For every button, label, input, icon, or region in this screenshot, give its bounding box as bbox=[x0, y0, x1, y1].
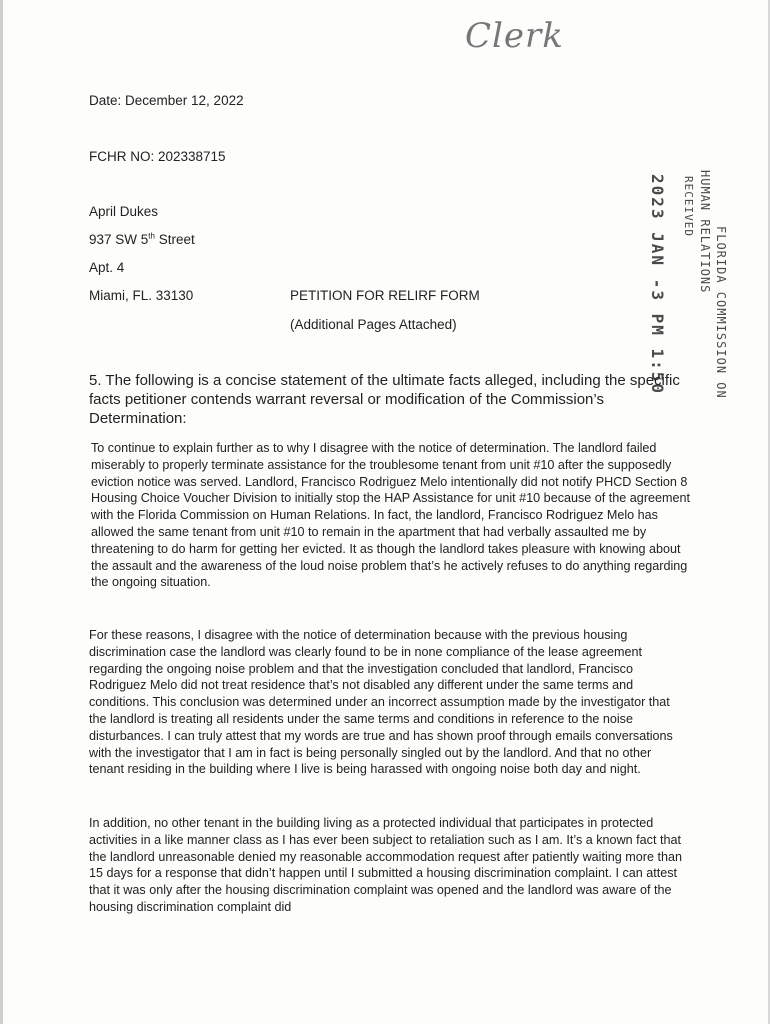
paragraph-1: To continue to explain further as to why I disagree with the notice of determination. The landlord failed miserably to properly terminate assistance for the troublesome tenant from unit #10 after the supposedly eviction notice was served. Landlord, Francisco Rodriguez Melo intentionally did not notify PHCD Section 8 Housing Choice Voucher Division to initially stop the HAP Assistance for unit #10 because of the agreement with the Florida Commission on Human Relations. In fact, the landlord, Francisco Rodriguez Melo has allowed the same tenant from unit #10 to remain in the apartment that had verbally assaulted me by threatening to do harm for getting her evicted. It as though the landlord takes pleasure with knowing about the assault and the awareness of the loud noise problem that’s he actively refuses to do anything regarding the ongoing situation. bbox=[91, 441, 691, 590]
petitioner-apt: Apt. 4 bbox=[89, 260, 125, 275]
street-ordinal: th bbox=[148, 231, 155, 241]
petitioner-street bbox=[89, 232, 195, 247]
stamp-line-3: RECEIVED bbox=[682, 176, 695, 237]
stamp-line-1: FLORIDA COMMISSION ON bbox=[714, 226, 728, 399]
fchr-number: FCHR NO: 202338715 bbox=[89, 149, 226, 164]
stamp-date: 2023 JAN -3 PM 1:50 bbox=[648, 174, 667, 396]
street-suffix: Street bbox=[154, 232, 195, 247]
stamp-line-2: HUMAN RELATIONS bbox=[698, 170, 712, 294]
date-line: Date: December 12, 2022 bbox=[89, 93, 244, 108]
section-heading: 5. The following is a concise statement of the ultimate facts alleged, including the specific facts petitioner contends warrant reversal or modification of the Commission’s Determination: bbox=[89, 372, 680, 427]
petitioner-name: April Dukes bbox=[89, 204, 159, 219]
form-title: PETITION FOR RELIRF FORM bbox=[290, 288, 480, 303]
paragraph-3: In addition, no other tenant in the building living as a protected individual that participates in protected activities in a like manner class as I has ever been subject to retaliation such as I am. It’s a known fact that the landlord unreasonable denied my reasonable accommodation request after patiently waiting more than 15 days for a response that didn’t happen until I submitted a housing discrimination complaint. I can attest that it was only after the housing discrimination complaint was opened and the landlord was aware of the housing discrimination complaint did bbox=[89, 816, 682, 914]
form-subtitle: (Additional Pages Attached) bbox=[290, 317, 457, 332]
received-stamp bbox=[598, 170, 738, 399]
handwritten-note: Clerk bbox=[465, 16, 564, 56]
petitioner-city: Miami, FL. 33130 bbox=[89, 288, 194, 303]
street-number: 937 SW 5 bbox=[89, 232, 149, 247]
scan-edge-left bbox=[0, 0, 3, 1024]
paragraph-2: For these reasons, I disagree with the notice of determination because with the previous housing discrimination case the landlord was clearly found to be in none compliance of the lease agreement regarding the ongoing noise problem and that the investigation concluded that landlord, Francisco Rodriguez Melo did not treat residence that’s not disabled any different under the same terms and conditions. This conclusion was determined under an incorrect assumption made by the investigator that the landlord is treating all residents under the same terms and conditions in reference to the noise disturbances. I can truly attest that my words are true and has shown proof through emails conversations with the investigator that I am in fact is being personally singled out by the landlord. And that no other tenant residing in the building where I live is being harassed with ongoing noise both day and night. bbox=[89, 628, 673, 777]
